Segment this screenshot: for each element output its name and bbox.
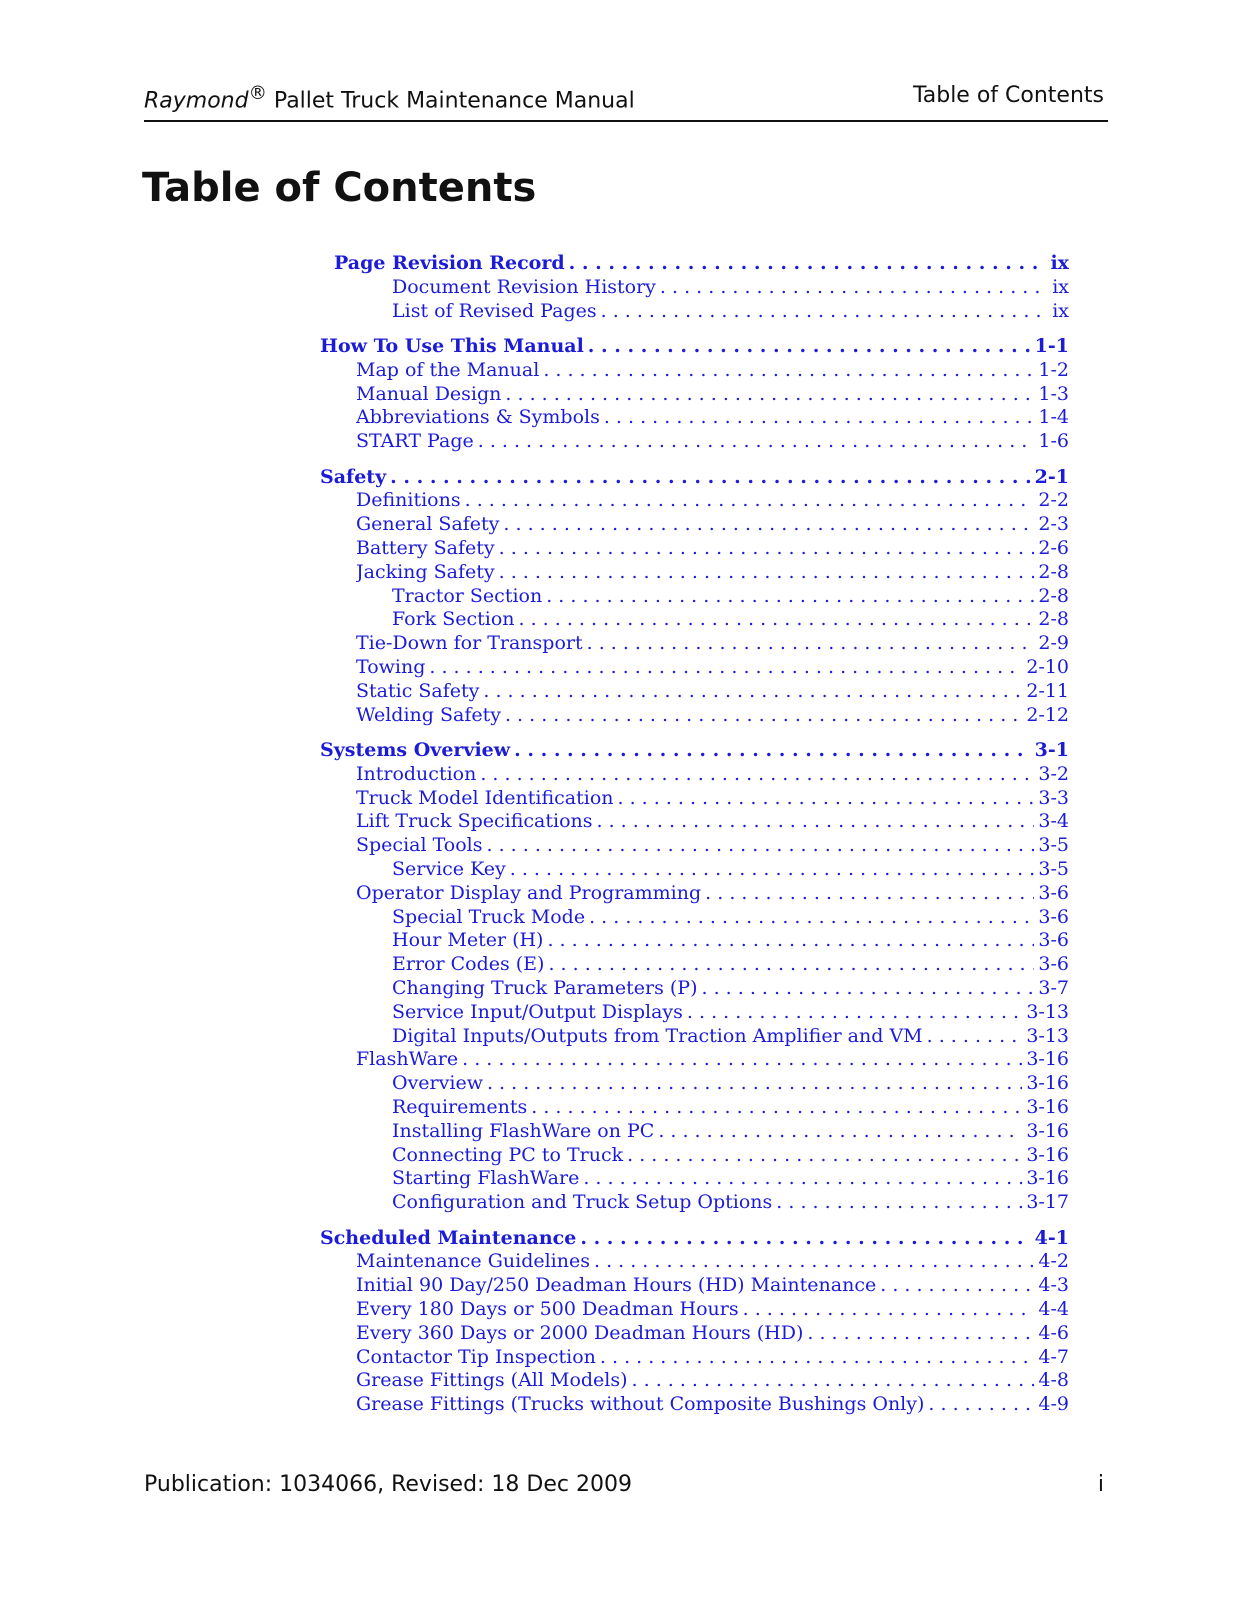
toc-entry-label: Service Key — [392, 858, 506, 880]
toc-entry-label: List of Revised Pages — [392, 299, 597, 322]
toc-entry-page: 3-5 — [1038, 834, 1069, 857]
toc-entry-label: FlashWare — [356, 1048, 459, 1071]
dot-leader — [660, 276, 1048, 298]
dot-leader — [589, 906, 1034, 928]
toc-entry-page: 4-2 — [1038, 1250, 1069, 1273]
toc-entry-label: Grease Fittings (Trucks without Composite Bushings Only) — [356, 1393, 925, 1416]
toc-entry[interactable] — [356, 656, 1069, 682]
toc-entry[interactable] — [356, 383, 1069, 409]
toc-entry-page: 1-3 — [1038, 382, 1069, 405]
toc-entry[interactable] — [356, 763, 1069, 789]
toc-entry[interactable] — [356, 406, 1069, 432]
toc-entry[interactable] — [392, 300, 1069, 326]
toc-entry-page: 3-6 — [1038, 881, 1069, 904]
toc-entry[interactable] — [356, 704, 1069, 730]
toc-entry-label: Grease Fittings (All Models) — [356, 1369, 628, 1392]
toc-entry-page: 4-1 — [1034, 1226, 1069, 1249]
toc-entry-label: Special Truck Mode — [392, 905, 586, 928]
toc-entry[interactable] — [392, 1144, 1069, 1170]
toc-entry[interactable] — [392, 276, 1069, 302]
toc-entry[interactable] — [392, 906, 1069, 932]
toc-entry-page: 3-16 — [1026, 1072, 1069, 1095]
toc-entry[interactable] — [356, 1322, 1069, 1348]
toc-entry-label: Scheduled Maintenance — [320, 1226, 577, 1249]
toc-entry-label: Definitions — [356, 489, 461, 512]
toc-entry-page: 3-17 — [1026, 1191, 1069, 1214]
toc-entry-page: 3-6 — [1038, 905, 1069, 928]
toc-entry-label: Digital Inputs/Outputs from Traction Amplifier and VM — [392, 1024, 923, 1047]
dot-leader — [588, 335, 1031, 357]
publication-info: Publication: 1034066, Revised: 18 Dec 2009 — [144, 1472, 632, 1497]
toc-entry-page: 4-9 — [1038, 1393, 1069, 1416]
dot-leader — [390, 466, 1031, 488]
dot-leader — [705, 882, 1034, 904]
toc-entry[interactable] — [392, 1072, 1069, 1098]
toc-entry-label: Map of the Manual — [356, 358, 540, 381]
dot-leader — [499, 561, 1035, 583]
toc-entry-page: 3-6 — [1038, 929, 1069, 952]
dot-leader — [531, 1096, 1022, 1118]
toc-entry[interactable] — [356, 1298, 1069, 1324]
toc-entry-label: Every 180 Days or 500 Deadman Hours — [356, 1298, 739, 1320]
toc-entry-label: Towing — [356, 656, 426, 678]
toc-entry-page: 3-4 — [1038, 810, 1069, 833]
toc-entry-label: Operator Display and Programming — [356, 881, 702, 904]
toc-entry[interactable] — [356, 1048, 1069, 1074]
dot-leader — [702, 977, 1035, 999]
toc-entry-page: 3-5 — [1038, 858, 1069, 880]
toc-entry-label: Service Input/Output Displays — [392, 1000, 683, 1023]
dot-leader — [600, 1346, 1034, 1368]
toc-entry-page: 3-16 — [1026, 1048, 1069, 1071]
dot-leader — [580, 1227, 1030, 1249]
dot-leader — [505, 383, 1034, 405]
dot-leader — [594, 1250, 1034, 1272]
toc-entry-page: 3-6 — [1038, 953, 1069, 976]
toc-entry-page: 2-8 — [1038, 584, 1069, 607]
toc-entry-page: ix — [1050, 252, 1069, 274]
toc-entry[interactable] — [392, 858, 1069, 884]
toc-entry-page: 3-16 — [1026, 1167, 1069, 1190]
dot-leader — [510, 858, 1035, 880]
header-section-title: Table of Contents — [912, 83, 1104, 108]
dot-leader — [483, 680, 1022, 702]
toc-entry-page: 4-3 — [1038, 1274, 1069, 1297]
dot-leader — [927, 1025, 1023, 1047]
toc-entry-label: Abbreviations & Symbols — [356, 406, 600, 429]
dot-leader — [597, 810, 1035, 832]
dot-leader — [583, 1167, 1022, 1189]
page-title: Table of Contents — [142, 165, 537, 211]
toc-entry[interactable] — [356, 489, 1069, 515]
dot-leader — [548, 953, 1034, 975]
dot-leader — [429, 656, 1022, 678]
dot-leader — [618, 787, 1035, 809]
toc-entry-label: Safety — [320, 465, 387, 488]
toc-entry[interactable] — [356, 537, 1069, 563]
toc-entry-page: 2-8 — [1038, 608, 1069, 631]
dot-leader — [478, 430, 1035, 452]
toc-entry-page: 2-11 — [1026, 679, 1069, 702]
dot-leader — [487, 834, 1035, 856]
toc-section-entry[interactable] — [320, 1227, 1069, 1253]
toc-entry-page: 4-6 — [1038, 1321, 1069, 1344]
toc-entry-label: Truck Model Identification — [356, 786, 614, 809]
dot-leader — [658, 1120, 1022, 1142]
toc-entry-label: Jacking Safety — [356, 560, 495, 583]
toc-entry-label: Maintenance Guidelines — [356, 1250, 590, 1273]
toc-entry[interactable] — [392, 1001, 1069, 1027]
dot-leader — [880, 1274, 1034, 1296]
toc-entry-label: Welding Safety — [356, 703, 501, 726]
dot-leader — [487, 1072, 1022, 1094]
toc-entry-page: 3-2 — [1038, 762, 1069, 785]
dot-leader — [505, 704, 1022, 726]
toc-entry-label: START Page — [356, 430, 474, 453]
dot-leader — [604, 406, 1035, 428]
dot-leader — [519, 608, 1035, 630]
toc-entry-page: 3-1 — [1034, 739, 1069, 761]
dot-leader — [601, 300, 1049, 322]
toc-entry[interactable] — [356, 1250, 1069, 1276]
toc-entry-page: 4-4 — [1038, 1298, 1069, 1320]
toc-entry-page: 3-16 — [1026, 1143, 1069, 1166]
toc-entry-page: 2-1 — [1034, 465, 1069, 488]
toc-entry[interactable] — [392, 1096, 1069, 1122]
toc-entry-label: Every 360 Days or 2000 Deadman Hours (HD) — [356, 1321, 804, 1344]
toc-entry-label: Introduction — [356, 762, 477, 785]
dot-leader — [499, 537, 1035, 559]
toc-entry[interactable] — [356, 810, 1069, 836]
toc-entry[interactable] — [356, 359, 1069, 385]
toc-entry[interactable] — [356, 632, 1069, 658]
dot-leader — [587, 632, 1035, 654]
toc-entry-page: 1-2 — [1038, 358, 1069, 381]
dot-leader — [776, 1191, 1022, 1213]
toc-entry[interactable] — [356, 834, 1069, 860]
toc-entry-label: Battery Safety — [356, 537, 495, 559]
toc-entry-label: Page Revision Record — [334, 252, 565, 274]
toc-entry[interactable] — [392, 608, 1069, 634]
toc-entry-label: Static Safety — [356, 679, 480, 702]
toc-entry[interactable] — [392, 977, 1069, 1003]
toc-entry-page: 1-4 — [1038, 406, 1069, 429]
toc-entry[interactable] — [356, 1346, 1069, 1372]
toc-entry-label: Manual Design — [356, 382, 502, 405]
toc-entry-page: 3-16 — [1026, 1096, 1069, 1118]
toc-entry[interactable] — [392, 929, 1069, 955]
toc-entry-label: Hour Meter (H) — [392, 929, 544, 952]
toc-entry-label: Fork Section — [392, 608, 515, 631]
toc-entry-label: Tractor Section — [392, 584, 543, 607]
dot-leader — [543, 359, 1034, 381]
toc-entry[interactable] — [356, 1393, 1069, 1419]
dot-leader — [480, 763, 1034, 785]
dot-leader — [503, 513, 1034, 535]
dot-leader — [546, 585, 1034, 607]
dot-leader — [547, 929, 1034, 951]
toc-entry[interactable] — [356, 430, 1069, 456]
dot-leader — [743, 1298, 1035, 1320]
header-brand: Raymond — [144, 88, 249, 114]
dot-leader — [569, 252, 1047, 274]
toc-entry[interactable] — [356, 561, 1069, 587]
toc-entry-label: Changing Truck Parameters (P) — [392, 977, 698, 999]
dot-leader — [928, 1393, 1034, 1415]
toc-section-entry[interactable] — [334, 252, 1069, 278]
dot-leader — [687, 1001, 1022, 1023]
toc-entry[interactable] — [392, 585, 1069, 611]
toc-entry-page: 2-2 — [1038, 489, 1069, 512]
toc-entry[interactable] — [356, 882, 1069, 908]
toc-entry-page: 3-16 — [1026, 1119, 1069, 1142]
toc-entry-label: Error Codes (E) — [392, 953, 545, 976]
toc-entry-page: 1-6 — [1038, 430, 1069, 453]
toc-entry-label: Configuration and Truck Setup Options — [392, 1191, 773, 1214]
toc-entry[interactable] — [392, 1025, 1069, 1051]
dot-leader — [462, 1048, 1022, 1070]
dot-leader — [807, 1322, 1034, 1344]
toc-entry[interactable] — [392, 1191, 1069, 1217]
toc-entry-page: 3-13 — [1026, 1000, 1069, 1023]
toc-entry-page: ix — [1052, 299, 1069, 322]
running-footer — [144, 1472, 1104, 1504]
toc-entry[interactable] — [356, 1274, 1069, 1300]
toc-entry-label: Tie-Down for Transport — [356, 632, 583, 655]
dot-leader — [632, 1369, 1035, 1391]
toc-entry-page: 4-8 — [1038, 1369, 1069, 1392]
toc-entry-label: General Safety — [356, 513, 500, 536]
toc-entry[interactable] — [392, 1167, 1069, 1193]
toc-entry-label: Starting FlashWare — [392, 1167, 580, 1190]
page-number: i — [1097, 1472, 1104, 1497]
toc-entry-page: 3-13 — [1026, 1024, 1069, 1047]
toc-entry-page: 3-3 — [1038, 786, 1069, 809]
toc-entry-label: How To Use This Manual — [320, 335, 584, 357]
toc-entry-label: Initial 90 Day/250 Deadman Hours (HD) Maintenance — [356, 1274, 877, 1297]
toc-section-entry[interactable] — [320, 466, 1069, 492]
toc-entry-label: Special Tools — [356, 834, 483, 857]
toc-entry[interactable] — [356, 680, 1069, 706]
toc-entry-page: 2-6 — [1038, 537, 1069, 559]
toc-section-entry[interactable] — [320, 335, 1069, 361]
dot-leader — [514, 739, 1031, 761]
dot-leader — [465, 489, 1035, 511]
toc-entry-page: 2-3 — [1038, 513, 1069, 536]
toc-entry[interactable] — [356, 513, 1069, 539]
toc-entry[interactable] — [356, 787, 1069, 813]
toc-entry-label: Systems Overview — [320, 739, 511, 761]
toc-entry-label: Requirements — [392, 1096, 528, 1118]
toc-entry-page: 3-7 — [1038, 977, 1069, 999]
toc-entry-label: Lift Truck Specifications — [356, 810, 593, 833]
toc-section-entry[interactable] — [320, 739, 1069, 765]
toc-entry-page: 1-1 — [1034, 335, 1069, 357]
header-manual-title: Pallet Truck Maintenance Manual — [266, 88, 635, 114]
toc-entry[interactable] — [356, 1369, 1069, 1395]
registered-mark: ® — [248, 83, 267, 104]
dot-leader — [627, 1144, 1022, 1166]
toc-entry-page: ix — [1052, 275, 1069, 298]
toc-entry-page: 2-9 — [1038, 632, 1069, 655]
toc-entry-page: 2-10 — [1026, 656, 1069, 678]
toc-entry-label: Overview — [392, 1072, 483, 1095]
toc-entry-label: Connecting PC to Truck — [392, 1143, 624, 1166]
toc-entry-label: Installing FlashWare on PC — [392, 1119, 655, 1142]
toc-entry-page: 4-7 — [1038, 1345, 1069, 1368]
toc-entry-label: Contactor Tip Inspection — [356, 1345, 596, 1368]
toc-entry-page: 2-8 — [1038, 560, 1069, 583]
toc-entry[interactable] — [392, 953, 1069, 979]
toc-entry-page: 2-12 — [1026, 703, 1069, 726]
toc-entry-label: Document Revision History — [392, 275, 656, 298]
toc-entry[interactable] — [392, 1120, 1069, 1146]
